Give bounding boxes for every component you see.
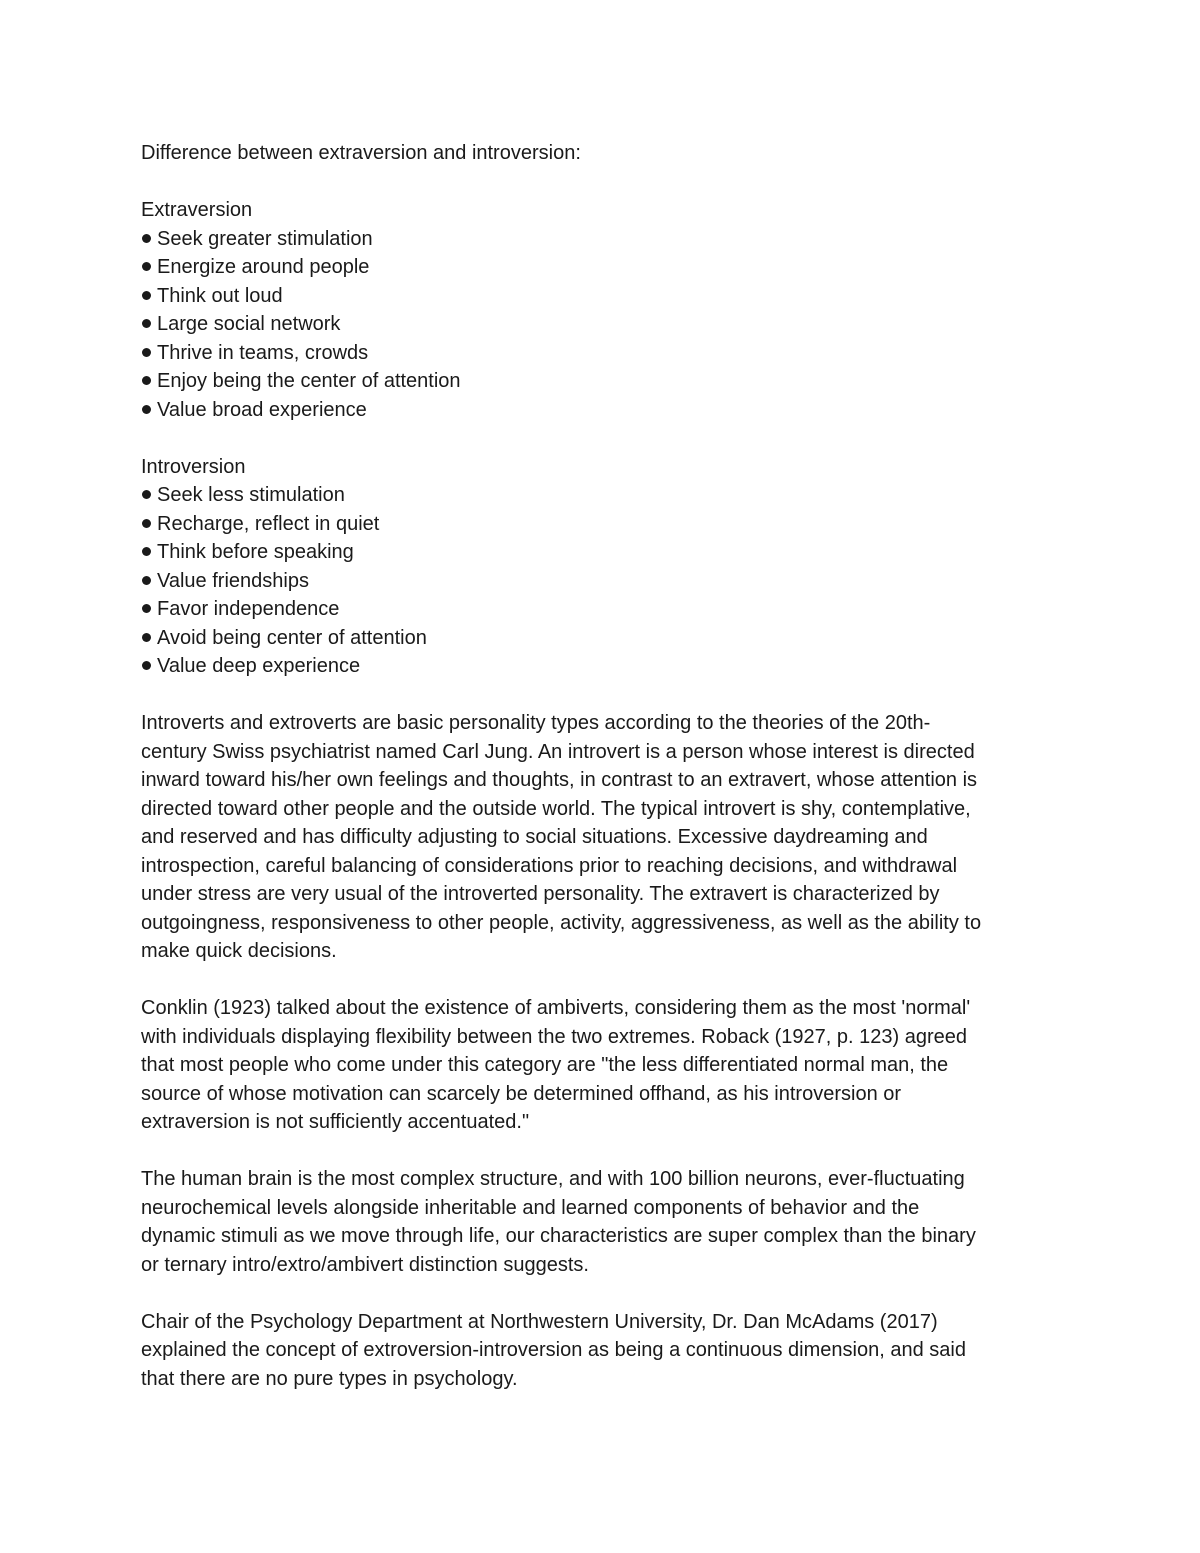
paragraph-line: source of whose motivation can scarcely be determined offhand, as his introversion or [141, 1082, 902, 1105]
paragraph-line: century Swiss psychiatrist named Carl Jung. An introvert is a person whose interest is directed [141, 740, 975, 763]
introversion-item-label: Value friendships [157, 569, 309, 592]
bullet-icon [142, 262, 151, 271]
spacer [141, 1279, 1061, 1308]
spacer [141, 681, 1061, 710]
introversion-item-label: Favor independence [157, 598, 340, 620]
introversion-item-label: Seek less stimulation [157, 484, 345, 506]
introversion-item [141, 652, 1061, 681]
paragraph-line: with individuals displaying flexibility between the two extremes. Roback (1927, p. 123) agreed [141, 1025, 968, 1048]
paragraph-line: The human brain is the most complex structure, and with 100 billion neurons, ever-fluctuating [141, 1168, 965, 1190]
paragraph-line: Chair of the Psychology Department at Northwestern University, Dr. Dan McAdams (2017) [141, 1310, 938, 1333]
introversion-item-label: Recharge, reflect in quiet [157, 512, 380, 535]
introversion-item [141, 624, 1061, 653]
extraversion-item-label: Value broad experience [157, 398, 367, 421]
bullet-icon [142, 234, 151, 243]
bullet-icon [142, 519, 151, 528]
bullet-icon [142, 604, 151, 613]
extraversion-item-label: Large social network [157, 313, 341, 335]
paragraph-line: dynamic stimuli as we move through life, our characteristics are super complex than the binary [141, 1225, 976, 1247]
bullet-icon [142, 547, 151, 556]
extraversion-item [141, 282, 1061, 311]
paragraph-line: directed toward other people and the outside world. The typical introvert is shy, contemplative, [141, 797, 971, 820]
paragraph-line: and reserved and has difficulty adjusting to social situations. Excessive daydreaming and [141, 826, 928, 848]
paragraph-line: under stress are very usual of the introverted personality. The extravert is characterized by [141, 883, 940, 905]
bullet-icon [142, 576, 151, 585]
introversion-title: Introversion [141, 455, 246, 478]
bullet-icon [142, 319, 151, 328]
bullet-icon [142, 405, 151, 414]
extraversion-section [141, 196, 1061, 424]
extraversion-item-label: Seek greater stimulation [157, 227, 373, 250]
spacer [141, 424, 1061, 453]
extraversion-item [141, 225, 1061, 254]
bullet-icon [142, 291, 151, 300]
paragraph-brain [141, 1165, 1061, 1279]
paragraph-line: extraversion is not sufficiently accentuated." [141, 1111, 530, 1133]
paragraph-jung [141, 709, 1061, 966]
paragraph-line: Conklin (1923) talked about the existence of ambiverts, considering them as the most 'normal' [141, 997, 971, 1019]
paragraph-line: neurochemical levels alongside inheritable and learned components of behavior and the [141, 1196, 920, 1219]
introversion-item [141, 510, 1061, 539]
paragraph-line: introspection, careful balancing of considerations prior to reaching decisions, and withdrawal [141, 854, 958, 877]
paragraph-line: that there are no pure types in psychology. [141, 1367, 518, 1390]
extraversion-item [141, 396, 1061, 425]
paragraph-conklin [141, 994, 1061, 1137]
introversion-item [141, 481, 1061, 510]
document-page [141, 139, 1061, 1393]
extraversion-item-label: Enjoy being the center of attention [157, 370, 461, 392]
introversion-section [141, 453, 1061, 681]
introversion-item [141, 538, 1061, 567]
extraversion-item-label: Think out loud [157, 284, 283, 307]
introversion-item [141, 567, 1061, 596]
spacer [141, 966, 1061, 995]
paragraph-line: explained the concept of extroversion-introversion as being a continuous dimension, and said [141, 1339, 966, 1361]
extraversion-item-label: Thrive in teams, crowds [157, 341, 369, 364]
introversion-item [141, 595, 1061, 624]
bullet-icon [142, 633, 151, 642]
introversion-item-label: Value deep experience [157, 655, 361, 677]
bullet-icon [142, 661, 151, 670]
introversion-item-label: Avoid being center of attention [157, 626, 427, 649]
introversion-item-label: Think before speaking [157, 541, 354, 563]
extraversion-item [141, 310, 1061, 339]
paragraph-line: inward toward his/her own feelings and thoughts, in contrast to an extravert, whose attention is [141, 769, 978, 791]
extraversion-item [141, 339, 1061, 368]
paragraph-mcadams [141, 1308, 1061, 1394]
paragraph-line: or ternary intro/extro/ambivert distinction suggests. [141, 1253, 589, 1276]
spacer [141, 168, 1061, 197]
spacer [141, 1137, 1061, 1166]
extraversion-item [141, 367, 1061, 396]
extraversion-item [141, 253, 1061, 282]
paragraph-line: Introverts and extroverts are basic personality types according to the theories of the 20th- [141, 712, 931, 734]
bullet-icon [142, 490, 151, 499]
extraversion-item-label: Energize around people [157, 256, 370, 278]
paragraph-line: make quick decisions. [141, 940, 337, 962]
extraversion-title: Extraversion [141, 199, 253, 221]
document-heading: Difference between extraversion and introversion: [141, 142, 581, 164]
bullet-icon [142, 348, 151, 357]
paragraph-line: outgoingness, responsiveness to other people, activity, aggressiveness, as well as the ability to [141, 911, 982, 934]
paragraph-line: that most people who come under this category are "the less differentiated normal man, the [141, 1054, 949, 1076]
bullet-icon [142, 376, 151, 385]
